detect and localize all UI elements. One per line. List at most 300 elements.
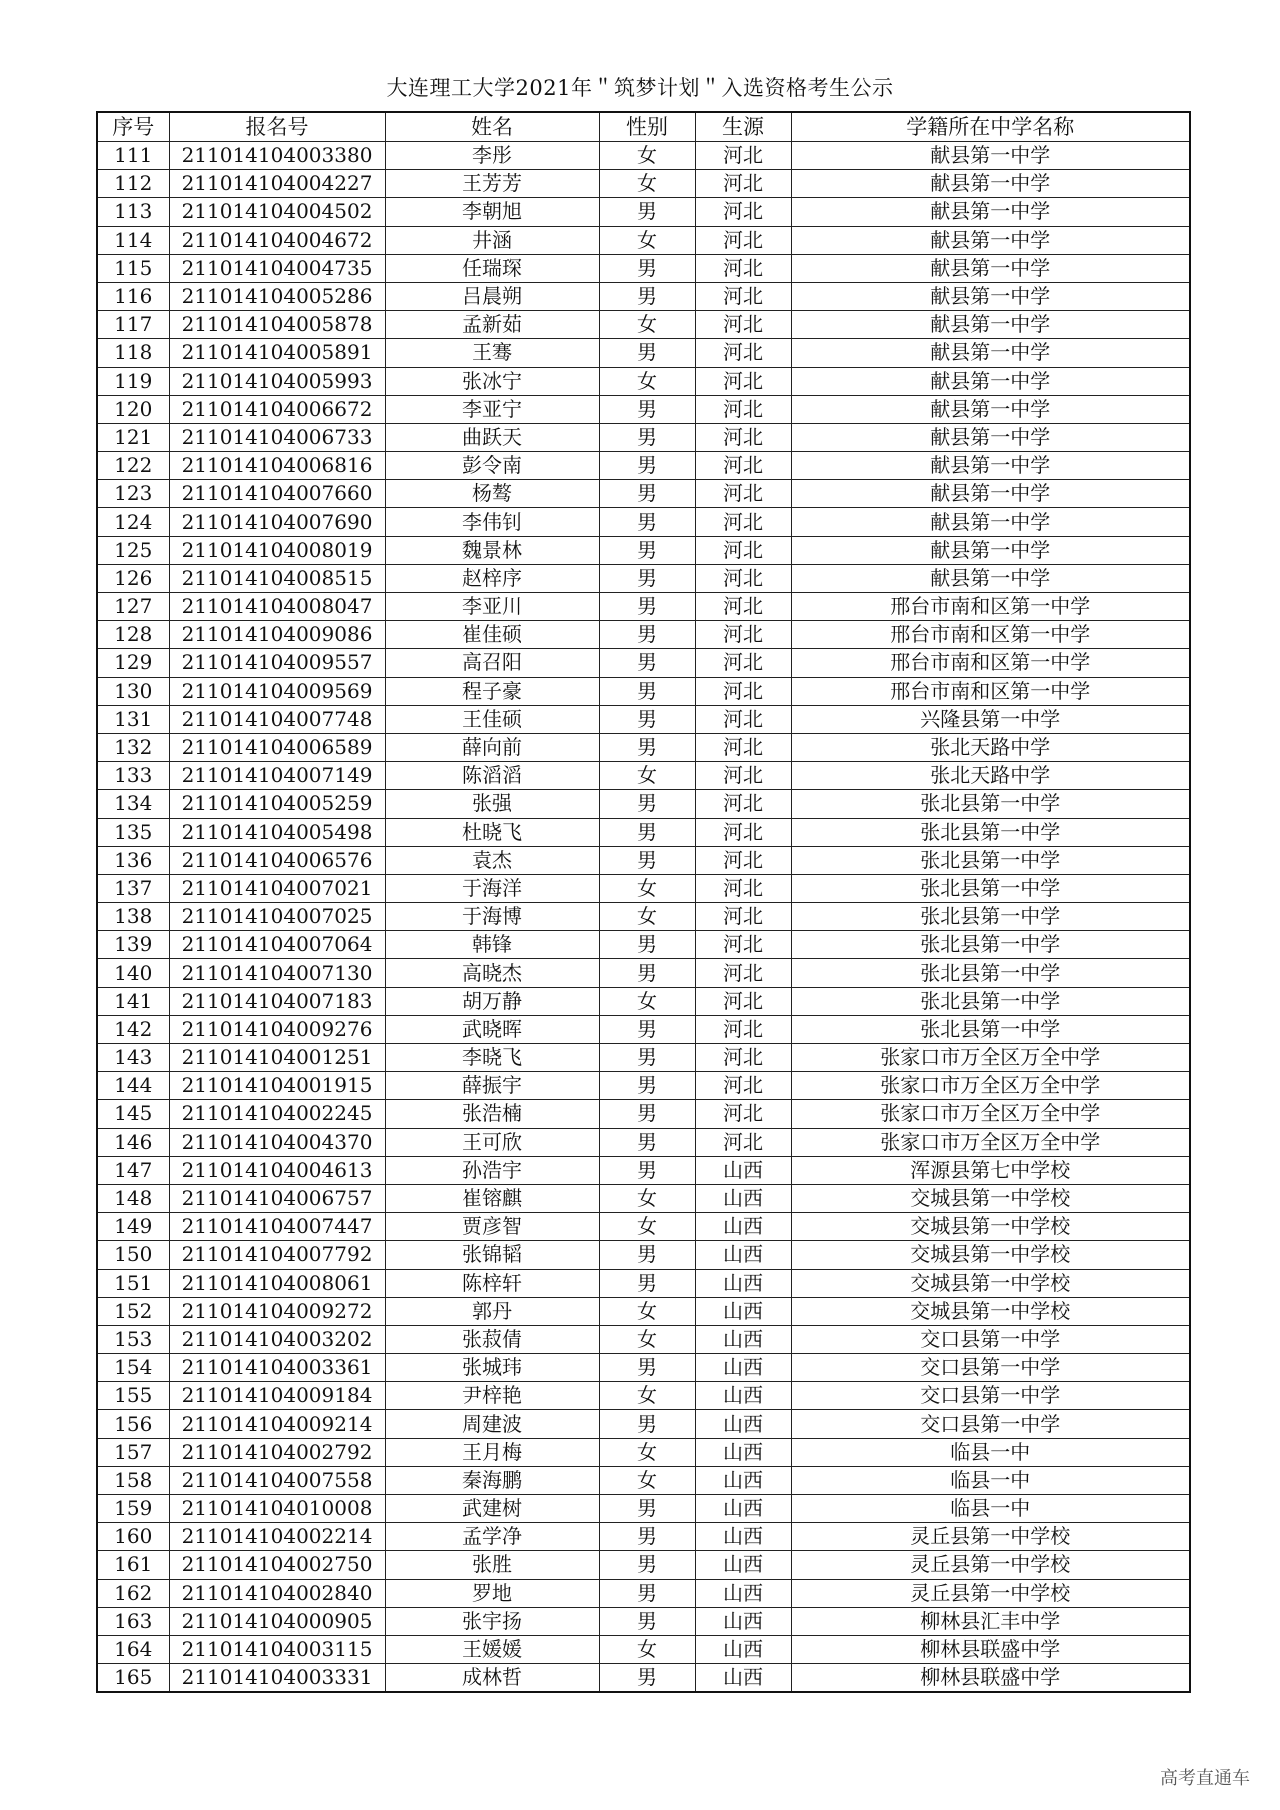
header-row	[97, 112, 1190, 142]
cell-seq: 115	[97, 254, 169, 282]
cell-registration-no: 211014104007792	[169, 1241, 385, 1269]
cell-gender: 女	[599, 1382, 695, 1410]
cell-school: 献县第一中学	[791, 564, 1190, 592]
table-row	[97, 593, 1190, 621]
table-row	[97, 564, 1190, 592]
cell-school: 张北县第一中学	[791, 931, 1190, 959]
table-row	[97, 1607, 1190, 1635]
cell-registration-no: 211014104007025	[169, 903, 385, 931]
cell-name: 杨骜	[385, 480, 599, 508]
cell-name: 武建树	[385, 1495, 599, 1523]
cell-gender: 男	[599, 1015, 695, 1043]
cell-origin: 河北	[695, 254, 791, 282]
cell-registration-no: 211014104007021	[169, 874, 385, 902]
cell-origin: 河北	[695, 874, 791, 902]
cell-gender: 女	[599, 1635, 695, 1663]
table-row	[97, 987, 1190, 1015]
cell-name: 任瑞琛	[385, 254, 599, 282]
cell-school: 交口县第一中学	[791, 1410, 1190, 1438]
table-row	[97, 1184, 1190, 1212]
cell-name: 胡万静	[385, 987, 599, 1015]
cell-seq: 134	[97, 790, 169, 818]
cell-school: 张家口市万全区万全中学	[791, 1044, 1190, 1072]
cell-seq: 139	[97, 931, 169, 959]
cell-registration-no: 211014104000905	[169, 1607, 385, 1635]
cell-gender: 女	[599, 311, 695, 339]
cell-name: 成林哲	[385, 1664, 599, 1693]
cell-name: 周建波	[385, 1410, 599, 1438]
cell-gender: 女	[599, 1438, 695, 1466]
cell-school: 献县第一中学	[791, 339, 1190, 367]
table-row	[97, 423, 1190, 451]
cell-school: 献县第一中学	[791, 142, 1190, 170]
cell-registration-no: 211014104005993	[169, 367, 385, 395]
cell-school: 交口县第一中学	[791, 1382, 1190, 1410]
cell-seq: 148	[97, 1184, 169, 1212]
cell-gender: 男	[599, 1551, 695, 1579]
table-row	[97, 1354, 1190, 1382]
cell-gender: 男	[599, 564, 695, 592]
cell-name: 吕晨朔	[385, 282, 599, 310]
table-row	[97, 931, 1190, 959]
cell-seq: 142	[97, 1015, 169, 1043]
table-row	[97, 367, 1190, 395]
cell-seq: 121	[97, 423, 169, 451]
cell-gender: 男	[599, 452, 695, 480]
cell-name: 李彤	[385, 142, 599, 170]
cell-origin: 河北	[695, 959, 791, 987]
cell-origin: 河北	[695, 226, 791, 254]
cell-gender: 男	[599, 733, 695, 761]
table-row	[97, 649, 1190, 677]
table-body	[97, 142, 1190, 1693]
cell-seq: 132	[97, 733, 169, 761]
cell-school: 张北县第一中学	[791, 874, 1190, 902]
cell-registration-no: 211014104009276	[169, 1015, 385, 1043]
cell-school: 张家口市万全区万全中学	[791, 1072, 1190, 1100]
cell-registration-no: 211014104008061	[169, 1269, 385, 1297]
cell-name: 韩锋	[385, 931, 599, 959]
cell-seq: 159	[97, 1495, 169, 1523]
table-row	[97, 339, 1190, 367]
cell-name: 张菽倩	[385, 1325, 599, 1353]
cell-school: 灵丘县第一中学校	[791, 1523, 1190, 1551]
cell-registration-no: 211014104009184	[169, 1382, 385, 1410]
cell-name: 李亚宁	[385, 395, 599, 423]
cell-registration-no: 211014104008019	[169, 536, 385, 564]
cell-registration-no: 211014104009557	[169, 649, 385, 677]
cell-name: 张城玮	[385, 1354, 599, 1382]
cell-registration-no: 211014104009214	[169, 1410, 385, 1438]
cell-school: 交口县第一中学	[791, 1325, 1190, 1353]
table-row	[97, 311, 1190, 339]
table-row	[97, 818, 1190, 846]
cell-name: 孟新茹	[385, 311, 599, 339]
cell-name: 高召阳	[385, 649, 599, 677]
cell-origin: 山西	[695, 1664, 791, 1693]
cell-school: 交城县第一中学校	[791, 1213, 1190, 1241]
cell-seq: 130	[97, 677, 169, 705]
cell-gender: 男	[599, 1664, 695, 1693]
table-row	[97, 395, 1190, 423]
table-row	[97, 226, 1190, 254]
cell-origin: 河北	[695, 1100, 791, 1128]
cell-school: 张家口市万全区万全中学	[791, 1128, 1190, 1156]
cell-origin: 河北	[695, 790, 791, 818]
cell-seq: 112	[97, 170, 169, 198]
cell-registration-no: 211014104004672	[169, 226, 385, 254]
cell-name: 孙浩宇	[385, 1156, 599, 1184]
cell-registration-no: 211014104009272	[169, 1297, 385, 1325]
cell-school: 邢台市南和区第一中学	[791, 593, 1190, 621]
cell-registration-no: 211014104007130	[169, 959, 385, 987]
cell-seq: 124	[97, 508, 169, 536]
header-name: 姓名	[385, 112, 599, 142]
cell-school: 张北天路中学	[791, 733, 1190, 761]
cell-registration-no: 211014104003361	[169, 1354, 385, 1382]
cell-gender: 男	[599, 282, 695, 310]
cell-origin: 河北	[695, 1044, 791, 1072]
cell-seq: 162	[97, 1579, 169, 1607]
cell-gender: 男	[599, 1100, 695, 1128]
cell-gender: 女	[599, 1297, 695, 1325]
cell-name: 薛向前	[385, 733, 599, 761]
cell-seq: 144	[97, 1072, 169, 1100]
cell-school: 献县第一中学	[791, 311, 1190, 339]
cell-name: 李伟钊	[385, 508, 599, 536]
cell-origin: 山西	[695, 1466, 791, 1494]
cell-school: 张北县第一中学	[791, 903, 1190, 931]
cell-registration-no: 211014104006589	[169, 733, 385, 761]
table-row	[97, 536, 1190, 564]
cell-name: 王媛媛	[385, 1635, 599, 1663]
cell-origin: 河北	[695, 1015, 791, 1043]
cell-origin: 河北	[695, 311, 791, 339]
cell-gender: 女	[599, 367, 695, 395]
cell-gender: 女	[599, 874, 695, 902]
table-header	[97, 112, 1190, 142]
cell-registration-no: 211014104002214	[169, 1523, 385, 1551]
table-row	[97, 142, 1190, 170]
cell-gender: 男	[599, 846, 695, 874]
cell-registration-no: 211014104006816	[169, 452, 385, 480]
cell-registration-no: 211014104005498	[169, 818, 385, 846]
cell-registration-no: 211014104010008	[169, 1495, 385, 1523]
cell-gender: 男	[599, 395, 695, 423]
cell-seq: 133	[97, 762, 169, 790]
cell-registration-no: 211014104007690	[169, 508, 385, 536]
cell-origin: 山西	[695, 1523, 791, 1551]
cell-school: 柳林县汇丰中学	[791, 1607, 1190, 1635]
table-row	[97, 1128, 1190, 1156]
table-row	[97, 1325, 1190, 1353]
cell-gender: 男	[599, 508, 695, 536]
cell-origin: 山西	[695, 1184, 791, 1212]
header-school: 学籍所在中学名称	[791, 112, 1190, 142]
cell-seq: 113	[97, 198, 169, 226]
cell-registration-no: 211014104005878	[169, 311, 385, 339]
cell-registration-no: 211014104005286	[169, 282, 385, 310]
cell-school: 邢台市南和区第一中学	[791, 649, 1190, 677]
cell-gender: 男	[599, 536, 695, 564]
cell-origin: 河北	[695, 198, 791, 226]
cell-name: 郭丹	[385, 1297, 599, 1325]
cell-name: 王骞	[385, 339, 599, 367]
cell-gender: 男	[599, 705, 695, 733]
cell-gender: 男	[599, 1410, 695, 1438]
cell-gender: 男	[599, 931, 695, 959]
cell-origin: 山西	[695, 1382, 791, 1410]
cell-school: 张北县第一中学	[791, 790, 1190, 818]
cell-origin: 河北	[695, 367, 791, 395]
cell-gender: 女	[599, 903, 695, 931]
cell-seq: 151	[97, 1269, 169, 1297]
cell-seq: 122	[97, 452, 169, 480]
cell-origin: 山西	[695, 1156, 791, 1184]
watermark: 高考直通车	[1160, 1768, 1250, 1789]
cell-name: 王芳芳	[385, 170, 599, 198]
cell-school: 献县第一中学	[791, 254, 1190, 282]
cell-origin: 河北	[695, 846, 791, 874]
cell-registration-no: 211014104004227	[169, 170, 385, 198]
cell-seq: 152	[97, 1297, 169, 1325]
cell-seq: 129	[97, 649, 169, 677]
cell-name: 尹梓艳	[385, 1382, 599, 1410]
cell-seq: 145	[97, 1100, 169, 1128]
cell-school: 邢台市南和区第一中学	[791, 621, 1190, 649]
cell-gender: 男	[599, 1269, 695, 1297]
cell-name: 张冰宁	[385, 367, 599, 395]
table-row	[97, 874, 1190, 902]
cell-school: 献县第一中学	[791, 226, 1190, 254]
cell-name: 曲跃天	[385, 423, 599, 451]
cell-name: 程子豪	[385, 677, 599, 705]
cell-name: 崔镕麒	[385, 1184, 599, 1212]
cell-seq: 136	[97, 846, 169, 874]
cell-name: 赵梓序	[385, 564, 599, 592]
table-row	[97, 733, 1190, 761]
cell-gender: 男	[599, 677, 695, 705]
table-row	[97, 1269, 1190, 1297]
cell-name: 陈梓轩	[385, 1269, 599, 1297]
cell-seq: 160	[97, 1523, 169, 1551]
cell-name: 薛振宇	[385, 1072, 599, 1100]
cell-name: 张胜	[385, 1551, 599, 1579]
cell-registration-no: 211014104003202	[169, 1325, 385, 1353]
table-row	[97, 762, 1190, 790]
table-row	[97, 1213, 1190, 1241]
cell-registration-no: 211014104004613	[169, 1156, 385, 1184]
table-row	[97, 1072, 1190, 1100]
table-row	[97, 1664, 1190, 1693]
cell-name: 高晓杰	[385, 959, 599, 987]
cell-registration-no: 211014104006733	[169, 423, 385, 451]
table-row	[97, 1495, 1190, 1523]
cell-school: 张家口市万全区万全中学	[791, 1100, 1190, 1128]
cell-registration-no: 211014104009569	[169, 677, 385, 705]
table-row	[97, 254, 1190, 282]
cell-seq: 146	[97, 1128, 169, 1156]
cell-name: 张浩楠	[385, 1100, 599, 1128]
header-registration-no: 报名号	[169, 112, 385, 142]
cell-origin: 河北	[695, 339, 791, 367]
cell-gender: 男	[599, 1523, 695, 1551]
cell-origin: 山西	[695, 1438, 791, 1466]
cell-registration-no: 211014104005259	[169, 790, 385, 818]
cell-seq: 111	[97, 142, 169, 170]
cell-name: 彭令南	[385, 452, 599, 480]
cell-gender: 女	[599, 1213, 695, 1241]
cell-seq: 135	[97, 818, 169, 846]
cell-seq: 116	[97, 282, 169, 310]
cell-gender: 女	[599, 1325, 695, 1353]
cell-registration-no: 211014104001251	[169, 1044, 385, 1072]
cell-name: 贾彦智	[385, 1213, 599, 1241]
table-row	[97, 198, 1190, 226]
table-row	[97, 1241, 1190, 1269]
cell-origin: 河北	[695, 423, 791, 451]
cell-name: 王月梅	[385, 1438, 599, 1466]
candidate-table	[96, 111, 1191, 1693]
cell-gender: 男	[599, 1072, 695, 1100]
cell-origin: 河北	[695, 593, 791, 621]
cell-gender: 女	[599, 170, 695, 198]
header-gender: 性别	[599, 112, 695, 142]
cell-seq: 118	[97, 339, 169, 367]
cell-name: 魏景林	[385, 536, 599, 564]
cell-school: 交城县第一中学校	[791, 1269, 1190, 1297]
cell-gender: 男	[599, 1607, 695, 1635]
cell-name: 于海博	[385, 903, 599, 931]
cell-origin: 山西	[695, 1354, 791, 1382]
table-row	[97, 1410, 1190, 1438]
cell-school: 献县第一中学	[791, 198, 1190, 226]
cell-registration-no: 211014104005891	[169, 339, 385, 367]
cell-gender: 男	[599, 593, 695, 621]
cell-seq: 153	[97, 1325, 169, 1353]
table-row	[97, 480, 1190, 508]
cell-gender: 男	[599, 621, 695, 649]
table-row	[97, 705, 1190, 733]
cell-school: 张北县第一中学	[791, 818, 1190, 846]
cell-gender: 男	[599, 254, 695, 282]
cell-name: 李亚川	[385, 593, 599, 621]
cell-registration-no: 211014104002750	[169, 1551, 385, 1579]
cell-origin: 河北	[695, 452, 791, 480]
cell-seq: 131	[97, 705, 169, 733]
cell-gender: 男	[599, 423, 695, 451]
cell-origin: 河北	[695, 170, 791, 198]
table-row	[97, 1100, 1190, 1128]
cell-seq: 165	[97, 1664, 169, 1693]
cell-gender: 女	[599, 762, 695, 790]
cell-registration-no: 211014104004370	[169, 1128, 385, 1156]
table-row	[97, 1438, 1190, 1466]
cell-origin: 河北	[695, 818, 791, 846]
cell-seq: 140	[97, 959, 169, 987]
cell-origin: 山西	[695, 1607, 791, 1635]
cell-origin: 河北	[695, 536, 791, 564]
cell-seq: 164	[97, 1635, 169, 1663]
table-row	[97, 903, 1190, 931]
cell-registration-no: 211014104007558	[169, 1466, 385, 1494]
cell-origin: 河北	[695, 395, 791, 423]
cell-origin: 山西	[695, 1241, 791, 1269]
cell-registration-no: 211014104002245	[169, 1100, 385, 1128]
cell-school: 献县第一中学	[791, 536, 1190, 564]
cell-seq: 143	[97, 1044, 169, 1072]
cell-school: 临县一中	[791, 1438, 1190, 1466]
cell-origin: 河北	[695, 987, 791, 1015]
cell-seq: 155	[97, 1382, 169, 1410]
cell-seq: 163	[97, 1607, 169, 1635]
header-origin: 生源	[695, 112, 791, 142]
cell-seq: 147	[97, 1156, 169, 1184]
cell-school: 灵丘县第一中学校	[791, 1579, 1190, 1607]
cell-origin: 河北	[695, 903, 791, 931]
cell-name: 张锦韬	[385, 1241, 599, 1269]
cell-origin: 河北	[695, 762, 791, 790]
cell-origin: 山西	[695, 1579, 791, 1607]
cell-seq: 125	[97, 536, 169, 564]
cell-seq: 123	[97, 480, 169, 508]
cell-registration-no: 211014104003115	[169, 1635, 385, 1663]
cell-registration-no: 211014104008515	[169, 564, 385, 592]
cell-name: 陈滔滔	[385, 762, 599, 790]
cell-seq: 138	[97, 903, 169, 931]
cell-origin: 山西	[695, 1551, 791, 1579]
cell-school: 临县一中	[791, 1466, 1190, 1494]
cell-school: 献县第一中学	[791, 367, 1190, 395]
cell-seq: 119	[97, 367, 169, 395]
table-row	[97, 1523, 1190, 1551]
cell-gender: 男	[599, 1495, 695, 1523]
cell-origin: 山西	[695, 1635, 791, 1663]
cell-origin: 河北	[695, 282, 791, 310]
cell-gender: 男	[599, 1579, 695, 1607]
cell-gender: 男	[599, 1044, 695, 1072]
cell-origin: 山西	[695, 1269, 791, 1297]
cell-name: 李朝旭	[385, 198, 599, 226]
cell-registration-no: 211014104007447	[169, 1213, 385, 1241]
table-row	[97, 1466, 1190, 1494]
cell-school: 灵丘县第一中学校	[791, 1551, 1190, 1579]
table-row	[97, 452, 1190, 480]
cell-origin: 河北	[695, 142, 791, 170]
table-row	[97, 1382, 1190, 1410]
cell-school: 张北天路中学	[791, 762, 1190, 790]
cell-school: 献县第一中学	[791, 395, 1190, 423]
cell-gender: 男	[599, 480, 695, 508]
cell-registration-no: 211014104007149	[169, 762, 385, 790]
cell-registration-no: 211014104008047	[169, 593, 385, 621]
table-row	[97, 1635, 1190, 1663]
cell-origin: 河北	[695, 649, 791, 677]
header-seq: 序号	[97, 112, 169, 142]
table-row	[97, 846, 1190, 874]
cell-name: 井涵	[385, 226, 599, 254]
table-row	[97, 790, 1190, 818]
cell-name: 秦海鹏	[385, 1466, 599, 1494]
cell-seq: 161	[97, 1551, 169, 1579]
cell-origin: 山西	[695, 1325, 791, 1353]
cell-name: 杜晓飞	[385, 818, 599, 846]
cell-registration-no: 211014104004735	[169, 254, 385, 282]
cell-origin: 河北	[695, 621, 791, 649]
cell-gender: 男	[599, 959, 695, 987]
cell-school: 兴隆县第一中学	[791, 705, 1190, 733]
cell-school: 张北县第一中学	[791, 1015, 1190, 1043]
